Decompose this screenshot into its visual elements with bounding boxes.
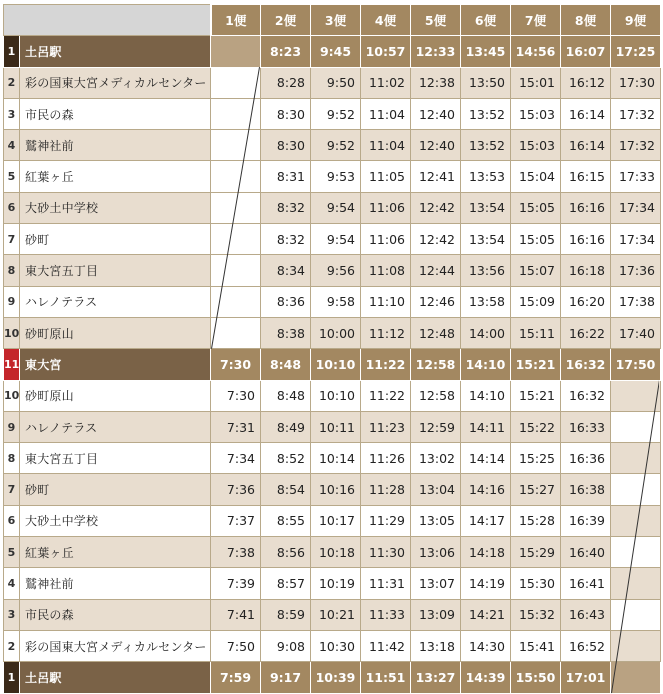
stop-name: 大砂土中学校 bbox=[20, 505, 211, 536]
departure-time: 16:18 bbox=[561, 255, 611, 286]
no-service-cell bbox=[611, 443, 661, 474]
departure-time: 7:34 bbox=[211, 443, 261, 474]
departure-time: 12:42 bbox=[411, 192, 461, 223]
stop-name: 市民の森 bbox=[20, 98, 211, 129]
stop-name: 紅葉ヶ丘 bbox=[20, 161, 211, 192]
run-header: 3便 bbox=[311, 5, 361, 36]
departure-time: 17:25 bbox=[611, 36, 661, 67]
departure-time: 13:04 bbox=[411, 474, 461, 505]
stop-number: 2 bbox=[4, 67, 20, 98]
departure-time: 14:17 bbox=[461, 505, 511, 536]
no-service-cell bbox=[211, 224, 261, 255]
stop-number: 4 bbox=[4, 568, 20, 599]
departure-time: 17:38 bbox=[611, 286, 661, 317]
departure-time: 14:00 bbox=[461, 317, 511, 348]
no-service-cell bbox=[611, 380, 661, 411]
departure-time: 8:55 bbox=[261, 505, 311, 536]
stop-row bbox=[4, 474, 661, 505]
departure-time: 12:41 bbox=[411, 161, 461, 192]
stop-number: 7 bbox=[4, 474, 20, 505]
no-service-cell bbox=[211, 317, 261, 348]
departure-time: 13:54 bbox=[461, 192, 511, 223]
departure-time: 13:54 bbox=[461, 224, 511, 255]
departure-time: 10:21 bbox=[311, 599, 361, 630]
stop-row bbox=[4, 130, 661, 161]
departure-time: 16:16 bbox=[561, 192, 611, 223]
departure-time: 8:32 bbox=[261, 224, 311, 255]
stop-row bbox=[4, 224, 661, 255]
no-service-cell bbox=[211, 67, 261, 98]
departure-time: 16:39 bbox=[561, 505, 611, 536]
departure-time: 7:30 bbox=[211, 380, 261, 411]
departure-time: 8:59 bbox=[261, 599, 311, 630]
no-service-cell bbox=[211, 98, 261, 129]
departure-time: 9:58 bbox=[311, 286, 361, 317]
departure-time: 10:11 bbox=[311, 411, 361, 442]
departure-time: 17:50 bbox=[611, 349, 661, 380]
no-service-cell bbox=[611, 505, 661, 536]
departure-time: 17:33 bbox=[611, 161, 661, 192]
departure-time: 7:39 bbox=[211, 568, 261, 599]
departure-time: 10:18 bbox=[311, 537, 361, 568]
stop-row bbox=[4, 662, 661, 693]
no-service-cell bbox=[211, 130, 261, 161]
departure-time: 11:04 bbox=[361, 98, 411, 129]
departure-time: 16:15 bbox=[561, 161, 611, 192]
departure-time: 15:50 bbox=[511, 662, 561, 693]
stop-number: 6 bbox=[4, 505, 20, 536]
departure-time: 11:42 bbox=[361, 630, 411, 661]
departure-time: 11:02 bbox=[361, 67, 411, 98]
no-service-cell bbox=[211, 192, 261, 223]
departure-time: 8:48 bbox=[261, 349, 311, 380]
run-header: 1便 bbox=[211, 5, 261, 36]
stop-row bbox=[4, 443, 661, 474]
stop-number: 5 bbox=[4, 537, 20, 568]
stop-row bbox=[4, 380, 661, 411]
no-service-cell bbox=[211, 161, 261, 192]
stop-name: 大砂土中学校 bbox=[20, 192, 211, 223]
stop-row bbox=[4, 192, 661, 223]
stop-name: 東大宮 bbox=[20, 349, 211, 380]
departure-time: 14:56 bbox=[511, 36, 561, 67]
stop-name: 砂町 bbox=[20, 224, 211, 255]
departure-time: 15:05 bbox=[511, 224, 561, 255]
departure-time: 15:30 bbox=[511, 568, 561, 599]
departure-time: 13:07 bbox=[411, 568, 461, 599]
departure-time: 14:30 bbox=[461, 630, 511, 661]
departure-time: 11:31 bbox=[361, 568, 411, 599]
no-service-cell bbox=[611, 537, 661, 568]
departure-time: 15:32 bbox=[511, 599, 561, 630]
departure-time: 10:10 bbox=[311, 349, 361, 380]
departure-time: 11:30 bbox=[361, 537, 411, 568]
stop-number: 8 bbox=[4, 255, 20, 286]
run-header: 7便 bbox=[511, 5, 561, 36]
run-header: 2便 bbox=[261, 5, 311, 36]
stop-name: 東大宮五丁目 bbox=[20, 443, 211, 474]
stop-name: 土呂駅 bbox=[20, 36, 211, 67]
departure-time: 8:23 bbox=[261, 36, 311, 67]
departure-time: 15:04 bbox=[511, 161, 561, 192]
departure-time: 12:58 bbox=[411, 380, 461, 411]
departure-time: 15:27 bbox=[511, 474, 561, 505]
departure-time: 17:34 bbox=[611, 224, 661, 255]
departure-time: 12:38 bbox=[411, 67, 461, 98]
departure-time: 13:45 bbox=[461, 36, 511, 67]
stop-number: 8 bbox=[4, 443, 20, 474]
departure-time: 11:22 bbox=[361, 380, 411, 411]
header-row bbox=[4, 5, 661, 36]
departure-time: 15:03 bbox=[511, 98, 561, 129]
stop-name: 土呂駅 bbox=[20, 662, 211, 693]
departure-time: 13:02 bbox=[411, 443, 461, 474]
departure-time: 9:17 bbox=[261, 662, 311, 693]
departure-time: 8:57 bbox=[261, 568, 311, 599]
stop-name: 鷲神社前 bbox=[20, 568, 211, 599]
stop-row bbox=[4, 349, 661, 380]
departure-time: 9:50 bbox=[311, 67, 361, 98]
departure-time: 17:32 bbox=[611, 130, 661, 161]
departure-time: 9:54 bbox=[311, 224, 361, 255]
departure-time: 16:20 bbox=[561, 286, 611, 317]
departure-time: 11:29 bbox=[361, 505, 411, 536]
departure-time: 16:14 bbox=[561, 130, 611, 161]
departure-time: 15:07 bbox=[511, 255, 561, 286]
departure-time: 16:32 bbox=[561, 349, 611, 380]
departure-time: 15:22 bbox=[511, 411, 561, 442]
departure-time: 13:50 bbox=[461, 67, 511, 98]
departure-time: 8:38 bbox=[261, 317, 311, 348]
header-corner bbox=[4, 5, 211, 36]
run-header: 6便 bbox=[461, 5, 511, 36]
departure-time: 15:11 bbox=[511, 317, 561, 348]
departure-time: 14:11 bbox=[461, 411, 511, 442]
stop-row bbox=[4, 411, 661, 442]
departure-time: 8:30 bbox=[261, 130, 311, 161]
departure-time: 16:52 bbox=[561, 630, 611, 661]
departure-time: 16:36 bbox=[561, 443, 611, 474]
departure-time: 14:10 bbox=[461, 380, 511, 411]
departure-time: 12:33 bbox=[411, 36, 461, 67]
departure-time: 10:16 bbox=[311, 474, 361, 505]
departure-time: 13:06 bbox=[411, 537, 461, 568]
departure-time: 11:51 bbox=[361, 662, 411, 693]
departure-time: 16:43 bbox=[561, 599, 611, 630]
run-header: 9便 bbox=[611, 5, 661, 36]
departure-time: 15:01 bbox=[511, 67, 561, 98]
departure-time: 8:30 bbox=[261, 98, 311, 129]
stop-number: 3 bbox=[4, 599, 20, 630]
departure-time: 10:30 bbox=[311, 630, 361, 661]
departure-time: 11:23 bbox=[361, 411, 411, 442]
departure-time: 11:28 bbox=[361, 474, 411, 505]
stop-number: 6 bbox=[4, 192, 20, 223]
stop-name: 紅葉ヶ丘 bbox=[20, 537, 211, 568]
departure-time: 7:30 bbox=[211, 349, 261, 380]
no-service-cell bbox=[611, 411, 661, 442]
departure-time: 15:21 bbox=[511, 349, 561, 380]
run-header: 8便 bbox=[561, 5, 611, 36]
no-service-cell bbox=[611, 599, 661, 630]
departure-time: 11:08 bbox=[361, 255, 411, 286]
departure-time: 11:06 bbox=[361, 192, 411, 223]
departure-time: 17:32 bbox=[611, 98, 661, 129]
departure-time: 12:44 bbox=[411, 255, 461, 286]
departure-time: 10:19 bbox=[311, 568, 361, 599]
departure-time: 8:48 bbox=[261, 380, 311, 411]
departure-time: 8:54 bbox=[261, 474, 311, 505]
departure-time: 15:03 bbox=[511, 130, 561, 161]
stop-number: 3 bbox=[4, 98, 20, 129]
departure-time: 16:33 bbox=[561, 411, 611, 442]
departure-time: 10:39 bbox=[311, 662, 361, 693]
departure-time: 7:50 bbox=[211, 630, 261, 661]
departure-time: 9:52 bbox=[311, 130, 361, 161]
departure-time: 16:16 bbox=[561, 224, 611, 255]
stop-row bbox=[4, 568, 661, 599]
stop-name: 鷲神社前 bbox=[20, 130, 211, 161]
departure-time: 17:30 bbox=[611, 67, 661, 98]
departure-time: 12:46 bbox=[411, 286, 461, 317]
departure-time: 9:52 bbox=[311, 98, 361, 129]
departure-time: 10:10 bbox=[311, 380, 361, 411]
departure-time: 12:40 bbox=[411, 98, 461, 129]
departure-time: 8:31 bbox=[261, 161, 311, 192]
stop-number: 1 bbox=[4, 662, 20, 693]
departure-time: 7:59 bbox=[211, 662, 261, 693]
departure-time: 16:38 bbox=[561, 474, 611, 505]
departure-time: 7:38 bbox=[211, 537, 261, 568]
run-header: 4便 bbox=[361, 5, 411, 36]
departure-time: 9:53 bbox=[311, 161, 361, 192]
departure-time: 15:25 bbox=[511, 443, 561, 474]
departure-time: 13:58 bbox=[461, 286, 511, 317]
stop-name: 彩の国東大宮メディカルセンター bbox=[20, 67, 211, 98]
departure-time: 15:29 bbox=[511, 537, 561, 568]
departure-time: 11:05 bbox=[361, 161, 411, 192]
departure-time: 10:57 bbox=[361, 36, 411, 67]
stop-name: 砂町原山 bbox=[20, 317, 211, 348]
stop-row bbox=[4, 255, 661, 286]
departure-time: 10:17 bbox=[311, 505, 361, 536]
stop-name: 砂町 bbox=[20, 474, 211, 505]
departure-time: 16:32 bbox=[561, 380, 611, 411]
stop-number: 7 bbox=[4, 224, 20, 255]
departure-time: 14:14 bbox=[461, 443, 511, 474]
departure-time: 8:49 bbox=[261, 411, 311, 442]
departure-time: 11:33 bbox=[361, 599, 411, 630]
timetable-container bbox=[3, 4, 659, 694]
no-service-cell bbox=[211, 286, 261, 317]
departure-time: 16:40 bbox=[561, 537, 611, 568]
stop-number: 9 bbox=[4, 286, 20, 317]
stop-name: ハレノテラス bbox=[20, 411, 211, 442]
departure-time: 15:41 bbox=[511, 630, 561, 661]
departure-time: 16:14 bbox=[561, 98, 611, 129]
stop-name: 東大宮五丁目 bbox=[20, 255, 211, 286]
stop-row bbox=[4, 630, 661, 661]
departure-time: 13:27 bbox=[411, 662, 461, 693]
departure-time: 14:10 bbox=[461, 349, 511, 380]
departure-time: 10:00 bbox=[311, 317, 361, 348]
stop-name: 市民の森 bbox=[20, 599, 211, 630]
departure-time: 15:28 bbox=[511, 505, 561, 536]
departure-time: 13:09 bbox=[411, 599, 461, 630]
departure-time: 11:06 bbox=[361, 224, 411, 255]
timetable-body bbox=[4, 36, 661, 693]
departure-time: 14:21 bbox=[461, 599, 511, 630]
departure-time: 10:14 bbox=[311, 443, 361, 474]
departure-time: 8:32 bbox=[261, 192, 311, 223]
departure-time: 14:39 bbox=[461, 662, 511, 693]
stop-number: 5 bbox=[4, 161, 20, 192]
stop-row bbox=[4, 67, 661, 98]
stop-number: 9 bbox=[4, 411, 20, 442]
departure-time: 16:07 bbox=[561, 36, 611, 67]
departure-time: 8:28 bbox=[261, 67, 311, 98]
departure-time: 15:05 bbox=[511, 192, 561, 223]
departure-time: 14:16 bbox=[461, 474, 511, 505]
departure-time: 13:18 bbox=[411, 630, 461, 661]
departure-time: 8:56 bbox=[261, 537, 311, 568]
departure-time: 13:05 bbox=[411, 505, 461, 536]
departure-time: 12:42 bbox=[411, 224, 461, 255]
run-header: 5便 bbox=[411, 5, 461, 36]
departure-time: 17:40 bbox=[611, 317, 661, 348]
stop-row bbox=[4, 36, 661, 67]
no-service-cell bbox=[211, 255, 261, 286]
departure-time: 13:52 bbox=[461, 130, 511, 161]
departure-time: 7:41 bbox=[211, 599, 261, 630]
departure-time: 12:58 bbox=[411, 349, 461, 380]
stop-name: ハレノテラス bbox=[20, 286, 211, 317]
departure-time: 7:37 bbox=[211, 505, 261, 536]
departure-time: 16:22 bbox=[561, 317, 611, 348]
departure-time: 8:52 bbox=[261, 443, 311, 474]
departure-time: 13:52 bbox=[461, 98, 511, 129]
departure-time: 13:56 bbox=[461, 255, 511, 286]
stop-row bbox=[4, 98, 661, 129]
departure-time: 12:59 bbox=[411, 411, 461, 442]
stop-row bbox=[4, 286, 661, 317]
bus-timetable bbox=[3, 4, 661, 694]
departure-time: 7:31 bbox=[211, 411, 261, 442]
departure-time: 15:09 bbox=[511, 286, 561, 317]
departure-time: 16:12 bbox=[561, 67, 611, 98]
departure-time: 12:40 bbox=[411, 130, 461, 161]
stop-row bbox=[4, 537, 661, 568]
no-service-cell bbox=[611, 568, 661, 599]
stop-number: 11 bbox=[4, 349, 20, 380]
departure-time: 9:08 bbox=[261, 630, 311, 661]
departure-time: 16:41 bbox=[561, 568, 611, 599]
departure-time: 8:36 bbox=[261, 286, 311, 317]
stop-row bbox=[4, 505, 661, 536]
stop-number: 10 bbox=[4, 317, 20, 348]
departure-time: 17:36 bbox=[611, 255, 661, 286]
no-service-cell bbox=[611, 474, 661, 505]
stop-number: 4 bbox=[4, 130, 20, 161]
departure-time: 17:01 bbox=[561, 662, 611, 693]
departure-time: 9:54 bbox=[311, 192, 361, 223]
stop-row bbox=[4, 161, 661, 192]
departure-time: 11:22 bbox=[361, 349, 411, 380]
departure-time: 9:45 bbox=[311, 36, 361, 67]
departure-time: 7:36 bbox=[211, 474, 261, 505]
no-service-cell bbox=[211, 36, 261, 67]
departure-time: 11:12 bbox=[361, 317, 411, 348]
stop-number: 10 bbox=[4, 380, 20, 411]
departure-time: 17:34 bbox=[611, 192, 661, 223]
stop-name: 砂町原山 bbox=[20, 380, 211, 411]
stop-name: 彩の国東大宮メディカルセンター bbox=[20, 630, 211, 661]
stop-row bbox=[4, 317, 661, 348]
stop-number: 1 bbox=[4, 36, 20, 67]
no-service-cell bbox=[611, 630, 661, 661]
departure-time: 8:34 bbox=[261, 255, 311, 286]
departure-time: 13:53 bbox=[461, 161, 511, 192]
stop-number: 2 bbox=[4, 630, 20, 661]
departure-time: 11:04 bbox=[361, 130, 411, 161]
departure-time: 14:19 bbox=[461, 568, 511, 599]
departure-time: 14:18 bbox=[461, 537, 511, 568]
departure-time: 11:26 bbox=[361, 443, 411, 474]
stop-row bbox=[4, 599, 661, 630]
departure-time: 11:10 bbox=[361, 286, 411, 317]
departure-time: 15:21 bbox=[511, 380, 561, 411]
departure-time: 12:48 bbox=[411, 317, 461, 348]
departure-time: 9:56 bbox=[311, 255, 361, 286]
no-service-cell bbox=[611, 662, 661, 693]
